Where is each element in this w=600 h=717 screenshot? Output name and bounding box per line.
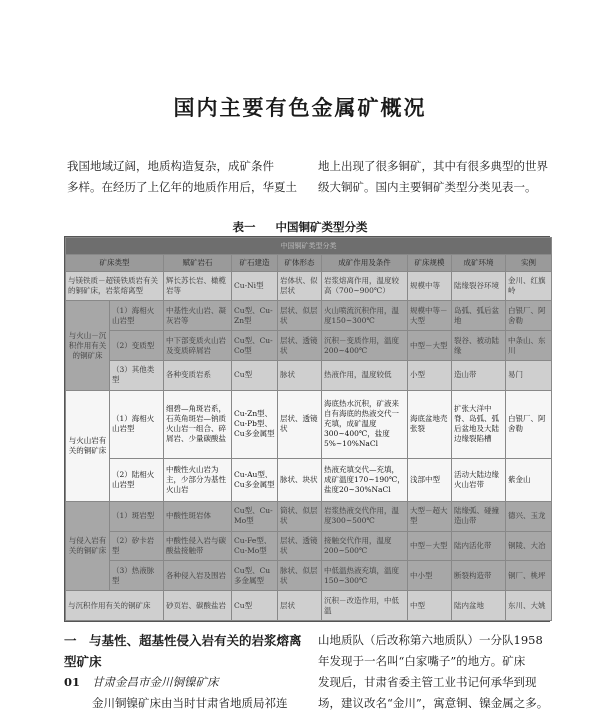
table-cell: 砂页岩、碳酸盐岩 — [164, 591, 232, 621]
table-cell: （1）海相火山岩型 — [110, 301, 164, 331]
subsection-subtitle: 甘肃金昌市金川铜镍矿床 — [92, 675, 219, 689]
table-cell: 岩浆熔离作用，温度较高（700~900℃） — [322, 271, 408, 301]
body-line: 发现后，甘肃省委主管工业书记何承华到现 — [318, 675, 537, 689]
intro-paragraph-left — [67, 156, 309, 198]
table-cell: （3）其他类型 — [110, 360, 164, 390]
table-cell: 白银厂、阿舍勒 — [506, 390, 552, 459]
table-cell: 与镁铁质－超镁铁质岩有关的铜矿床，岩浆熔离型 — [66, 271, 164, 301]
table-cell: 白银厂、阿舍勒 — [506, 301, 552, 331]
table-cell: （2）矽卡岩型 — [110, 531, 164, 561]
table-cell: 各种侵入岩及围岩 — [164, 561, 232, 591]
table-cell: Cu型、Cu-Co型 — [232, 331, 278, 361]
table-cell: 活动大陆边缘火山岩带 — [452, 459, 506, 502]
table-cell: 岩浆热液交代作用，温度300~500℃ — [322, 501, 408, 531]
table-cell: Cu型、Cu多金属型 — [232, 561, 278, 591]
table-cell: Cu-Au型、Cu多金属型 — [232, 459, 278, 502]
subsection-number: 01 — [64, 675, 81, 689]
table-cell: 陆内活化带 — [452, 531, 506, 561]
table-header-cell: 实例 — [506, 254, 552, 271]
table-cell: Cu-Zn型、Cu-Pb型、Cu多金属型 — [232, 390, 278, 459]
table-caption-text: 中国铜矿类型分类 — [275, 220, 368, 234]
table-cell: 中酸性火山岩为主，少部分为基性火山岩 — [164, 459, 232, 502]
body-line: 年发现于一名叫“白家嘴子”的地方。矿床 — [318, 654, 526, 668]
table-cell: 海底热水沉积，矿液来自有海底的热液交代一充填，成矿温度300~400℃，盐度5%~10%NaCl — [322, 390, 408, 459]
intro-line: 多样。在经历了上亿年的地质作用后，华夏土 — [67, 180, 297, 194]
table-cell: （2）陆相火山岩型 — [110, 459, 164, 502]
table-cell: 火山喷流沉积作用，温度150~300℃ — [322, 301, 408, 331]
table-cell: 细碧—角斑岩系，石英角斑岩—钠质火山岩一组合、碎屑岩、少量碳酸盐 — [164, 390, 232, 459]
table-cell: Cu型 — [232, 360, 278, 390]
table-cell: （2）变质型 — [110, 331, 164, 361]
table-cell: 中酸性斑岩体 — [164, 501, 232, 531]
intro-line: 地上出现了很多铜矿，其中有很多典型的世界 — [318, 159, 548, 173]
body-line: 山地质队（后改称第六地质队）一分队1958 — [318, 633, 543, 647]
table-cell: 紫金山 — [506, 459, 552, 502]
table-cell: 浅部中型 — [408, 459, 452, 502]
subsection-title — [64, 672, 304, 693]
table-row — [66, 591, 552, 621]
table-cell: 沉积－改造作用，中低温 — [322, 591, 408, 621]
body-text-left: 金川铜镍矿床由当时甘肃省地质局祁连 — [92, 696, 288, 710]
table-cell: 脉状、似层状 — [278, 561, 322, 591]
table-group-cell: 与火山岩有关的铜矿床 — [66, 390, 110, 501]
table-cell: 陆缘裂谷环境 — [452, 271, 506, 301]
table-row — [66, 561, 552, 591]
table-cell: 小型 — [408, 360, 452, 390]
table-cell: 金川、红旗岭 — [506, 271, 552, 301]
table-cell: 大型－超大型 — [408, 501, 452, 531]
table-header-cell: 矿体形态 — [278, 254, 322, 271]
table-cell: 铜陵、大冶 — [506, 531, 552, 561]
table-cell: 热液作用，温度较低 — [322, 360, 408, 390]
table-row — [66, 301, 552, 331]
table-header-cell: 矿床规模 — [408, 254, 452, 271]
intro-line: 我国地域辽阔，地质构造复杂，成矿条件 — [67, 159, 274, 173]
table-header-cell: 矿石建造 — [232, 254, 278, 271]
table-cell: 中酸性侵入岩与碳酸盐接触带 — [164, 531, 232, 561]
page-title: 国内主要有色金属矿概况 — [173, 95, 427, 120]
table-cell: （3）热液脉型 — [110, 561, 164, 591]
table-row — [66, 271, 552, 301]
table-row — [66, 459, 552, 502]
table-cell: 中下部变质火山岩及变质碎屑岩 — [164, 331, 232, 361]
table-header-cell: 成矿环境 — [452, 254, 506, 271]
body-line: 场，建议改名“金川”，寓意铜、镍金属之多。 — [318, 696, 549, 710]
table-cell: 德兴、玉龙 — [506, 501, 552, 531]
section-heading-line: 一 与基性、超基性侵入岩有关的岩浆熔离 — [64, 633, 302, 648]
table-cell: 岩体状、似层状 — [278, 271, 322, 301]
table-cell: 层状、透镜状 — [278, 331, 322, 361]
section-heading — [64, 630, 304, 672]
table-label: 表一 — [232, 220, 256, 234]
table-cell: Cu-Ni型 — [232, 271, 278, 301]
table-cell: 中低温热液充填，温度150~300℃ — [322, 561, 408, 591]
table-header-cell: 成矿作用及条件 — [322, 254, 408, 271]
table-cell: （1）斑岩型 — [110, 501, 164, 531]
table-group-cell: 与火山－沉积作用有关的铜矿床 — [66, 301, 110, 390]
table-cell: Cu型 — [232, 591, 278, 621]
table-cell: 层状、透镜状 — [278, 390, 322, 459]
table-group-cell: 与侵入岩有关的铜矿床 — [66, 501, 110, 590]
table-cell: 层状、透镜状 — [278, 531, 322, 561]
table-cell: 筒状、似层状 — [278, 501, 322, 531]
table-row — [66, 390, 552, 459]
table-cell: Cu型、Cu-Mo型 — [232, 501, 278, 531]
table-cell: 各种变质岩系 — [164, 360, 232, 390]
body-text-right — [318, 630, 553, 714]
table-cell: 接触交代作用，温度200~500℃ — [322, 531, 408, 561]
table-cell: Cu-Fe型、Cu-Mo型 — [232, 531, 278, 561]
table-header-cell: 矿床类型 — [66, 254, 164, 271]
table-cell: 岛弧、弧后盆地 — [452, 301, 506, 331]
table-cell: 易门 — [506, 360, 552, 390]
table-cell: 海底盆地壳张裂 — [408, 390, 452, 459]
table-cell: 断裂构造带 — [452, 561, 506, 591]
table-row — [66, 531, 552, 561]
copper-deposit-table — [64, 236, 550, 622]
table-cell: 陆内盆地 — [452, 591, 506, 621]
table-row — [66, 360, 552, 390]
table-cell: 辉长苏长岩、橄榄岩等 — [164, 271, 232, 301]
table-row — [66, 501, 552, 531]
table-cell: 造山带 — [452, 360, 506, 390]
table-cell: 中小型 — [408, 561, 452, 591]
table-cell: 东川、大姚 — [506, 591, 552, 621]
table-cell: 沉积－变质作用，温度200~400℃ — [322, 331, 408, 361]
table-cell: 铜厂、桃坪 — [506, 561, 552, 591]
table-cell: 中型 — [408, 591, 452, 621]
table-cell: 中条山、东川 — [506, 331, 552, 361]
table-cell: 热液充填交代—充填，成矿温度170~190℃，盐度20~30%NaCl — [322, 459, 408, 502]
intro-paragraph-right — [318, 156, 550, 198]
table-cell: 脉状、块状 — [278, 459, 322, 502]
table-cell: 裂谷、被动陆缘 — [452, 331, 506, 361]
table-cell: 中型－大型 — [408, 331, 452, 361]
intro-line: 级大铜矿。国内主要铜矿类型分类见表一。 — [318, 180, 537, 194]
table-cell: 规模中等－大型 — [408, 301, 452, 331]
table-cell: 与沉积作用有关的铜矿床 — [66, 591, 164, 621]
table-caption — [0, 219, 600, 235]
table-row — [66, 331, 552, 361]
table-cell: 规模中等 — [408, 271, 452, 301]
section-heading-line: 型矿床 — [64, 654, 102, 669]
table-header-cell: 赋矿岩石 — [164, 254, 232, 271]
table-cell: （1）海相火山岩型 — [110, 390, 164, 459]
table-cell: 层状、似层状 — [278, 301, 322, 331]
table-cell: Cu型、Cu-Zn型 — [232, 301, 278, 331]
table-cell: 中型－大型 — [408, 531, 452, 561]
table-cell: 脉状 — [278, 360, 322, 390]
table-cell: 中基性火山岩、凝灰岩等 — [164, 301, 232, 331]
table-cell: 陆缘弧、碰撞造山带 — [452, 501, 506, 531]
table-super-header: 中国铜矿类型分类 — [66, 238, 552, 255]
table-cell: 层状 — [278, 591, 322, 621]
table-cell: 扩张大洋中脊、岛弧、弧后盆地及大陆边缘裂陷槽 — [452, 390, 506, 459]
